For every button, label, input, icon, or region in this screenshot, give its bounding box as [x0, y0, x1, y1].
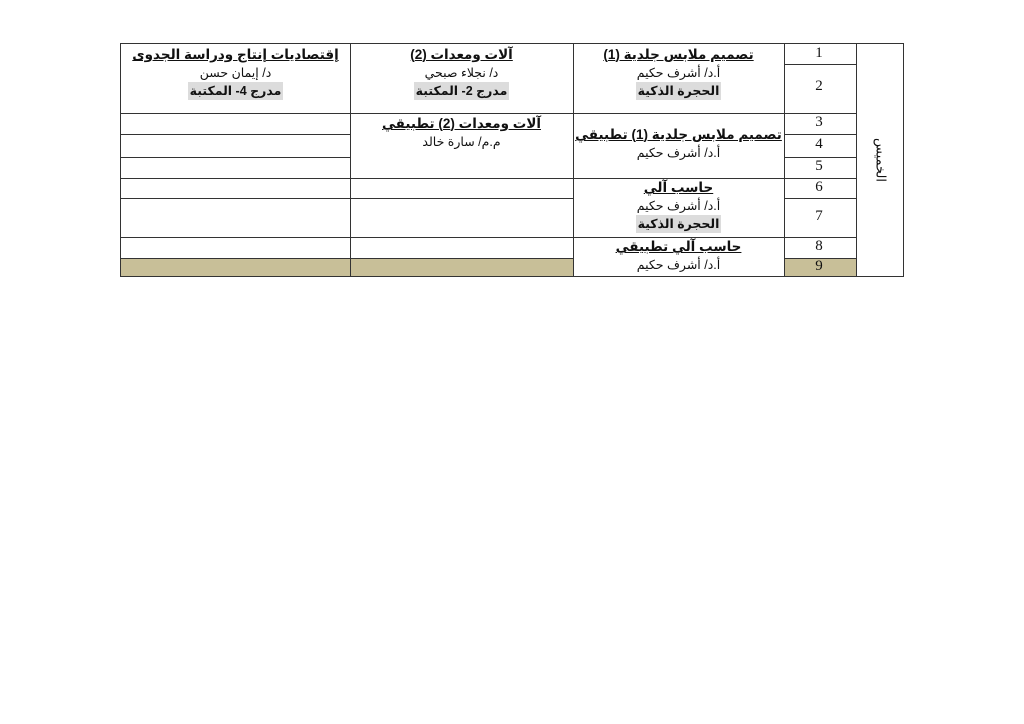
course-block — [573, 126, 784, 162]
course-title: آلات ومعدات (2) تطبيقي — [382, 116, 541, 131]
course-teacher: د/ إيمان حسن — [199, 66, 272, 80]
period-number: 9 — [815, 258, 823, 274]
course-block — [121, 46, 350, 100]
period-number: 7 — [815, 208, 823, 224]
course-teacher: م.م/ سارة خالد — [422, 135, 501, 149]
course-teacher: د/ نجلاء صبحي — [424, 66, 499, 80]
highlight-row-col2 — [350, 258, 573, 276]
course-title: إقتصاديات إنتاج ودراسة الجدوى — [132, 47, 339, 62]
period-number: 1 — [815, 45, 823, 61]
period-number: 3 — [815, 114, 823, 130]
course-room: مدرج 2- المكتبة — [415, 84, 508, 98]
course-block — [573, 46, 784, 100]
course-title: تصميم ملابس جلدية (1) تطبيقي — [575, 127, 782, 142]
course-title: آلات ومعدات (2) — [410, 47, 513, 62]
schedule-table — [120, 43, 904, 277]
course-title: حاسب آلي تطبيقي — [615, 239, 742, 254]
period-number: 2 — [815, 78, 823, 94]
course-room: الحجرة الذكية — [637, 84, 720, 98]
course-teacher: أ.د/ أشرف حكيم — [636, 66, 721, 80]
day-label: الخميس — [872, 138, 888, 182]
course-teacher: أ.د/ أشرف حكيم — [636, 199, 721, 213]
course-teacher: أ.د/ أشرف حكيم — [636, 258, 721, 272]
course-block — [573, 179, 784, 233]
course-block — [350, 46, 573, 100]
course-title: حاسب آلي — [643, 180, 714, 195]
course-room: الحجرة الذكية — [637, 217, 720, 231]
period-number: 6 — [815, 179, 823, 195]
course-title: تصميم ملابس جلدية (1) — [603, 47, 754, 62]
period-number: 5 — [815, 158, 823, 174]
course-block — [573, 238, 784, 274]
highlight-row-col3 — [121, 258, 350, 276]
course-teacher: أ.د/ أشرف حكيم — [636, 146, 721, 160]
course-room: مدرج 4- المكتبة — [189, 84, 282, 98]
course-block — [350, 115, 573, 151]
period-number: 4 — [815, 136, 823, 152]
period-number: 8 — [815, 238, 823, 254]
